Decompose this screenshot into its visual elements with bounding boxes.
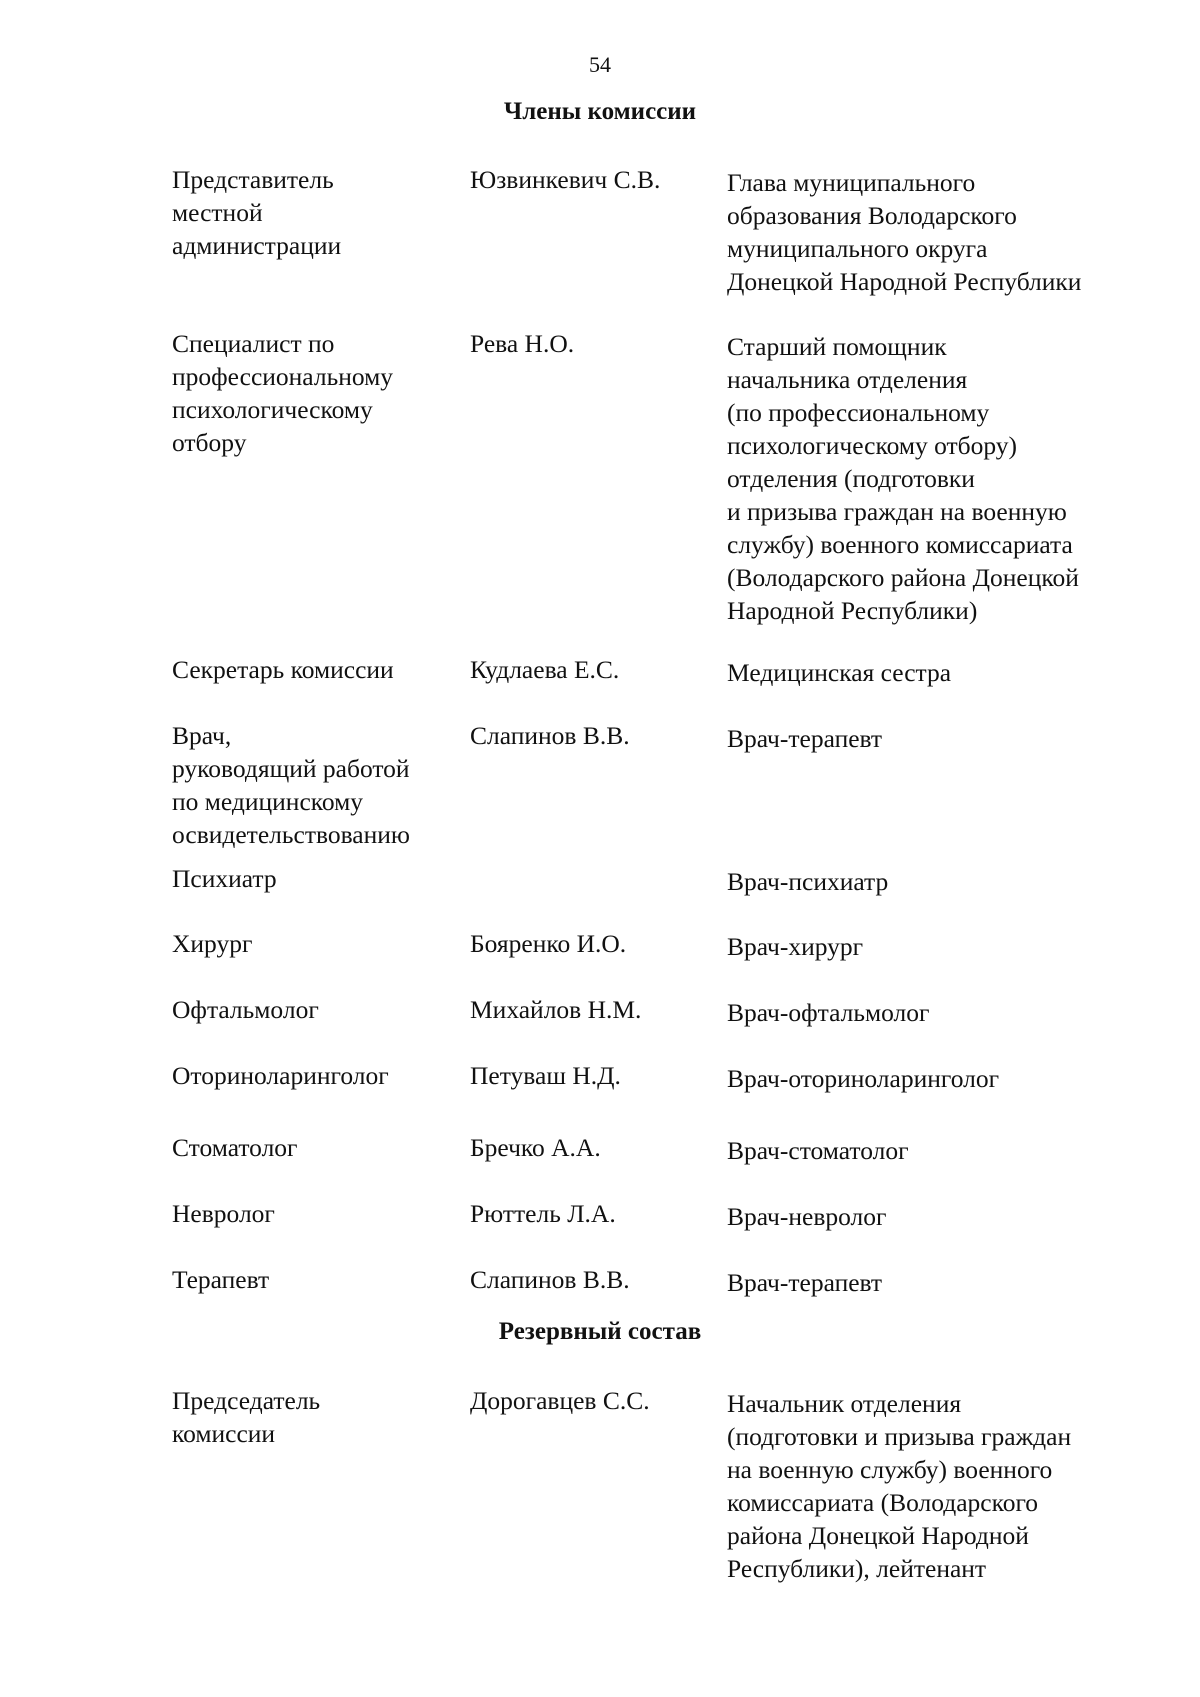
member-position: Врач-невролог [727,1202,887,1231]
reserve-position: Начальник отделения (подготовки и призыва граждан на военную службу) военного комиссариата (Володарского района Донецкой Народной Республики), лейтенант [727,1389,1072,1583]
member-position: Медицинская сестра [727,658,952,687]
member-position: Врач-терапевт [727,1268,883,1297]
member-role: Психиатр [172,864,277,893]
reserve-role: Председатель комиссии [172,1386,321,1448]
member-position: Глава муниципального образования Володарского муниципального округа Донецкой Народной Республики [727,168,1082,296]
member-position: Врач-офтальмолог [727,998,930,1027]
member-name: Рюттель Л.А. [470,1199,616,1228]
member-position: Врач-психиатр [727,867,889,896]
member-name: Рева Н.О. [470,329,575,358]
members-heading: Члены комиссии [503,98,697,125]
reserve-heading: Резервный состав [498,1318,702,1345]
member-name: Юзвинкевич С.В. [470,165,661,194]
member-role: Специалист по профессиональному психологическому отбору [172,329,393,457]
member-position: Врач-терапевт [727,724,883,753]
member-name: Кудлаева Е.С. [470,655,620,684]
member-position: Старший помощник начальника отделения (по профессиональному психологическому отбору) отделения (подготовки и призыва граждан на военную службу) военного комиссариата (Володарского района Донецкой Народной Республики) [727,332,1079,625]
member-role: Оториноларинголог [172,1061,389,1090]
member-role: Офтальмолог [172,995,319,1024]
member-position: Врач-оториноларинголог [727,1064,1000,1093]
member-name: Слапинов В.В. [470,1265,630,1294]
member-role: Хирург [172,929,253,958]
member-name: Бречко А.А. [470,1133,601,1162]
member-name: Бояренко И.О. [470,929,627,958]
member-role: Секретарь комиссии [172,655,394,684]
member-name: Петуваш Н.Д. [470,1061,621,1090]
page-number: 54 [589,52,611,77]
member-role: Невролог [172,1199,275,1228]
member-position: Врач-хирург [727,932,864,961]
member-position: Врач-стоматолог [727,1136,909,1165]
member-role: Терапевт [172,1265,270,1294]
member-role: Врач, руководящий работой по медицинскому освидетельствованию [172,721,410,849]
member-name: Михайлов Н.М. [470,995,642,1024]
reserve-name: Дорогавцев С.С. [470,1386,650,1415]
member-role: Представитель местной администрации [172,165,342,260]
member-name: Слапинов В.В. [470,721,630,750]
member-role: Стоматолог [172,1133,298,1162]
